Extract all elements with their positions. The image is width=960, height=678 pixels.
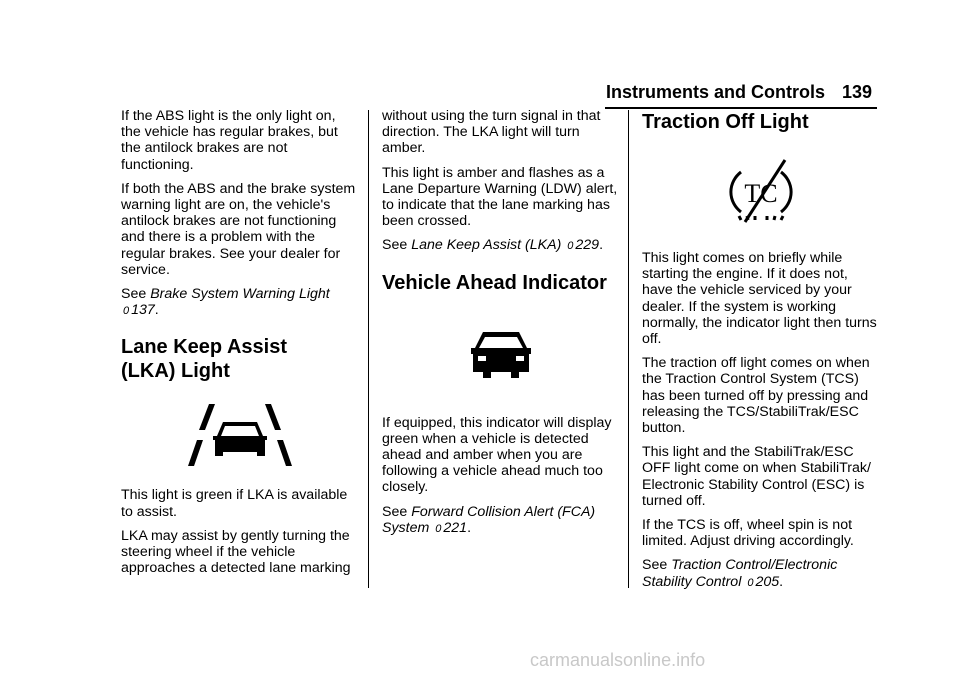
lka-icon: [121, 393, 359, 479]
traction-reference: See Traction Control/Electronic Stability Control 0 205.: [642, 557, 838, 590]
traction-wheelspin-paragraph: If the TCS is off, wheel spin is not limited. Adjust driving accordingly.: [642, 517, 854, 550]
fca-reference-link[interactable]: Forward Collision Alert (FCA) System: [382, 503, 596, 536]
traction-start-paragraph: This light comes on briefly while starting the engine. If it does not, have the vehicle serviced by your dealer. If the system is working normally, the indicator light then turns off.: [642, 250, 877, 348]
traction-esc-paragraph: This light and the StabiliTrak/ESC OFF light come on when StabiliTrak/ Electronic Stability Control (ESC) is turned off.: [642, 444, 871, 509]
page-ref-arrow: 0: [123, 305, 130, 318]
lka-reference-link[interactable]: Lane Keep Assist (LKA): [411, 237, 562, 254]
lka-green-paragraph: This light is green if LKA is available to assist.: [121, 487, 348, 520]
traction-tcs-paragraph: The traction off light comes on when the Traction Control System (TCS) has been turned off by pressing and releasing the TCS/StabiliTrak/ESC button.: [642, 355, 870, 437]
vehicle-ahead-heading: Vehicle Ahead Indicator: [382, 271, 607, 294]
column-3: [642, 104, 880, 599]
vehicle-ahead-paragraph: If equipped, this indicator will display green when a vehicle is detected ahead and amber when you are following a vehicle ahead much too closely.: [382, 414, 612, 496]
fca-reference: See Forward Collision Alert (FCA) System 0 221.: [382, 503, 596, 536]
column-1: [121, 108, 359, 584]
abs-paragraph: If the ABS light is the only light on, the vehicle has regular brakes, but the antilock brakes are not functioning.: [121, 108, 338, 173]
traction-off-icon: [642, 144, 880, 240]
page-ref-number[interactable]: 137: [131, 302, 155, 319]
page-ref-number[interactable]: 221: [443, 519, 468, 536]
lka-amber-paragraph: without using the turn signal in that direction. The LKA light will turn amber.: [382, 108, 601, 157]
brake-reference: See Brake System Warning Light 0 137.: [121, 286, 330, 319]
abs-brake-paragraph: If both the ABS and the brake system warning light are on, the vehicle's antilock brakes are not functioning and there is a problem with the regular brakes. See your dealer for service.: [121, 180, 356, 278]
section-title: Instruments and Controls: [606, 82, 826, 102]
vehicle-ahead-icon: [382, 305, 620, 405]
traction-off-heading: Traction Off Light: [642, 111, 809, 133]
traction-reference-link[interactable]: Traction Control/Electronic Stability Control: [642, 557, 838, 590]
column-2: [382, 108, 620, 545]
page-number: 139: [842, 82, 873, 102]
lka-reference: See Lane Keep Assist (LKA) 0 229.: [382, 237, 604, 254]
page-ref-arrow: 0: [435, 522, 442, 535]
column-divider: [628, 110, 629, 588]
lka-heading: Lane Keep Assist (LKA) Light: [121, 336, 287, 383]
traction-icon-text: TC: [744, 179, 778, 208]
lka-assist-paragraph: LKA may assist by gently turning the steering wheel if the vehicle approaches a detected lane marking: [121, 527, 351, 577]
page-ref-number[interactable]: 205: [755, 573, 780, 590]
column-divider: [368, 110, 369, 588]
page-ref-arrow: 0: [747, 576, 754, 589]
page-ref-arrow: 0: [567, 240, 574, 253]
page-ref-number[interactable]: 229: [575, 237, 600, 254]
brake-reference-link[interactable]: Brake System Warning Light: [150, 286, 330, 303]
ldw-paragraph: This light is amber and flashes as a Lane Departure Warning (LDW) alert, to indicate that the lane marking has been crossed.: [382, 164, 618, 230]
watermark: carmanualsonline.info: [530, 650, 706, 670]
